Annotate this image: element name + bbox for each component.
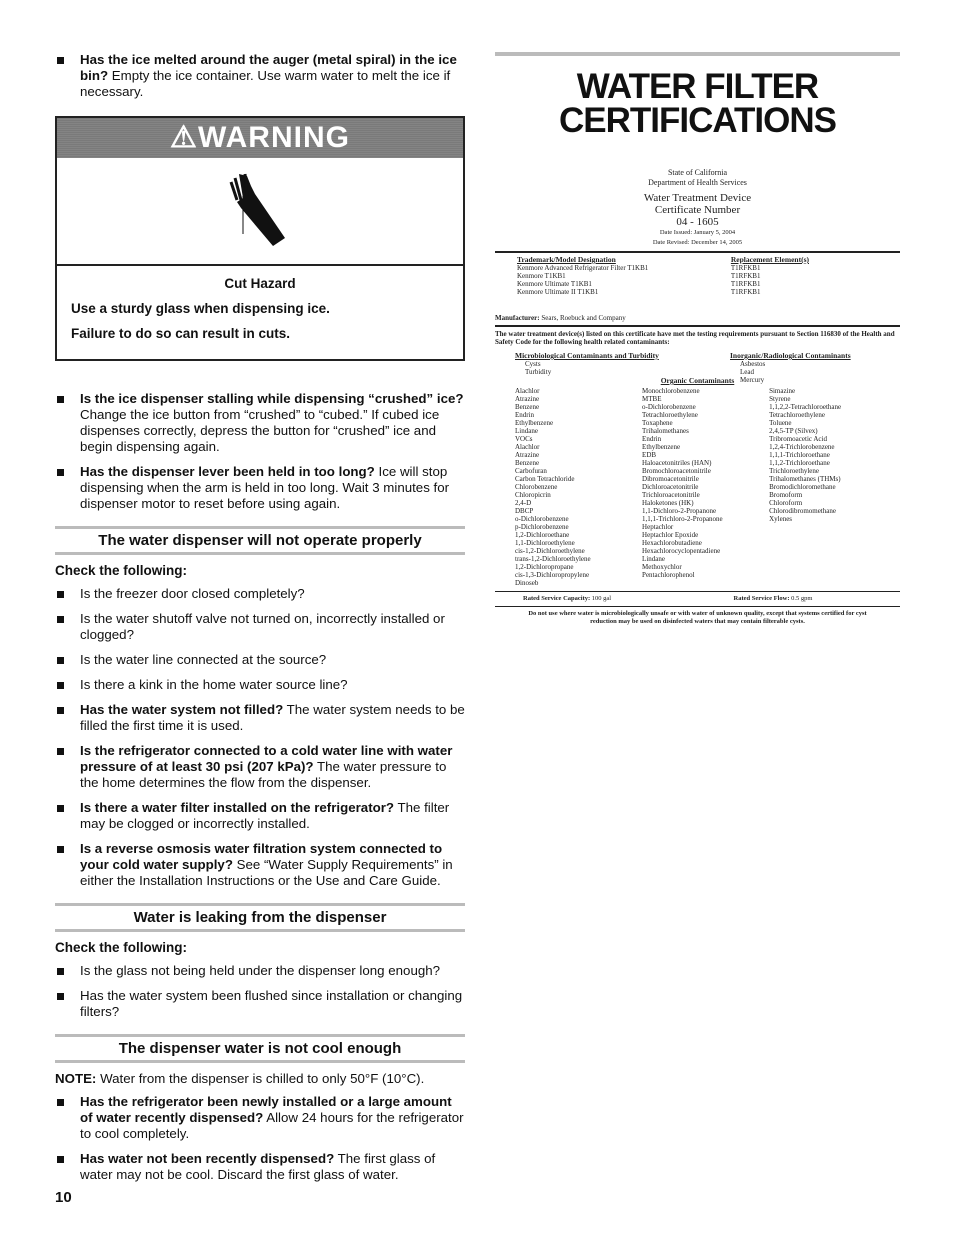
right-column (495, 52, 900, 626)
contaminant-item: Chlorodibromomethane (769, 507, 836, 515)
warning-triangle-icon: ⚠ (170, 121, 198, 154)
contaminant-item: DBCP (515, 507, 534, 515)
contaminant-item: Lindane (642, 555, 665, 563)
list-item: Is the freezer door closed completely? (55, 586, 465, 602)
list-item: Has the water system not filled? The water system needs to be filled the first time it is used. (55, 702, 465, 734)
contaminant-item: Xylenes (769, 515, 793, 523)
contaminant-item: Styrene (769, 395, 791, 403)
contaminant-item: cis-1,3-Dichloropropylene (515, 571, 590, 579)
list-item: Has the refrigerator been newly installed or a large amount of water recently dispensed? Allow 24 hours for the refrigerator to cool completely. (55, 1094, 465, 1142)
contaminant-item: 1,1,2,2-Tetrachloroethane (769, 403, 842, 411)
contaminant-item: Bromodichloromethane (769, 483, 836, 491)
list-item: Has water not been recently dispensed? The first glass of water may not be cool. Discard the first glass of water. (55, 1151, 465, 1183)
warning-header: ⚠WARNING (57, 118, 463, 158)
section-heading: The dispenser water is not cool enough (55, 1034, 465, 1063)
contaminant-item: Chloroform (769, 499, 803, 507)
contaminant-item: VOCs (515, 435, 533, 443)
contaminant-item: trans-1,2-Dichloroethylene (515, 555, 591, 563)
contaminant-item: 1,1,1-Trichloro-2-Propanone (642, 515, 723, 523)
list-item: Has the water system been flushed since installation or changing filters? (55, 988, 465, 1020)
contaminant-item: Trihalomethanes (THMs) (769, 475, 841, 483)
contaminant-item: Trichloroacetonitrile (642, 491, 700, 499)
list-item: Is the refrigerator connected to a cold water line with water pressure of at least 30 psi (207 kPa)? The water pressure to the home determines the flow from the dispenser. (55, 743, 465, 791)
contaminant-list (495, 387, 900, 587)
certificate: State of California Department of Health Services Water Treatment Device Certificate Number 04 - 1605 Date Issued: January 5, 2004 Date Revised: December 14, 2005 Trademark/Model Designation Kenmore Advanced Refrigerator Filter T1KB1 Kenmore T1KB1 Kenmore Ultimate T1KB1 Kenmore Ultimate II T1KB1 Replacement Element(s) T1RFKB1 T1RFKB1 T1RFKB1 T1RFKB1 Manufacturer: Sears, Roebuck and Company The water treatment device(s) listed on this certificate have met the testing requirements pursuant to Section 116830 of the Health and Safety Code for the following health related contaminants: Microbiological Contaminants and Turbidity Cysts Turbidity Inorganic/Radiological Contaminants Asbestos Lead Mercury Organic Contaminants Alachlor Atrazine Benzene Endrin Ethylbenzene Lindane VOCs Alachlor Atrazine Benzene Carbofuran Carbon Tetrachloride Chlorobenzene Chloropicrin 2,4-D DBCP o-Dichlorobenzene p-Dichlorobenzene 1,2-Dichloroethane 1,1-Dichloroethylene cis-1,2-Dichloroethylene trans-1,2-Dichloroethylene 1,2-Dichloropropane cis-1,3-Dichloropropylene Dinoseb Monochlorobenzene MTBE o-Dichlorobenzene Tetrachloroethylene Toxaphene Trihalomethanes Endrin Ethylbenzene EDB Haloacetonitriles (HAN) Bromochloroacetonitrile Dibromoacetonitrile Dichloroacetonitrile Trichloroacetonitrile Haloketones (HK) 1,1-Dichloro-2-Propanone 1,1,1-Trichloro-2-Propanone Heptachlor Heptachlor Epoxide Hexachlorobutadiene Hexachlorocyclopentadiene Lindane Methoxychlor Pentachlorophenol Simazine Styrene 1,1,2,2-Tetrachloroethane Tetrachloroethylene Toluene 2,4,5-TP (Silvex) Tribromoacetic Acid 1,2,4-Trichlorobenzene 1,1,1-Trichloroethane 1,1,2-Trichloroethane Trichloroethylene Trihalomethanes (THMs) Bromodichloromethane Bromoform Chloroform Chlorodibromomethane Xylenes Rated Service Capacity: 100 gal Rated Service Flow: 0.5 gpm Do not use where water is microbiologically unsafe or with water of unknown quality, except that systems certified for cyst reduction may be used on disinfected waters that may contain filterable cysts. (495, 168, 900, 626)
list-item: Is there a kink in the home water source line? (55, 677, 465, 693)
contaminant-item: Trihalomethanes (642, 427, 689, 435)
contaminant-item: 2,4-D (515, 499, 532, 507)
contaminant-item: Tetrachloroethylene (642, 411, 698, 419)
contaminant-item: 1,1-Dichloroethylene (515, 539, 575, 547)
contaminant-item: p-Dichlorobenzene (515, 523, 569, 531)
contaminant-item: Lindane (515, 427, 538, 435)
divider (495, 52, 900, 56)
contaminant-item: Chlorobenzene (515, 483, 558, 491)
contaminant-item: Monochlorobenzene (642, 387, 700, 395)
contaminant-item: Benzene (515, 403, 540, 411)
contaminant-item: 1,2-Dichloroethane (515, 531, 570, 539)
list-item: Is the glass not being held under the dispenser long enough? (55, 963, 465, 979)
contaminant-item: 1,2,4-Trichlorobenzene (769, 443, 835, 451)
contaminant-item: Carbofuran (515, 467, 547, 475)
contaminant-item: Trichloroethylene (769, 467, 819, 475)
warning-text: Cut Hazard Use a sturdy glass when dispensing ice. Failure to do so can result in cuts. (71, 276, 330, 341)
contaminant-item: cis-1,2-Dichloroethylene (515, 547, 585, 555)
contaminant-item: 2,4,5-TP (Silvex) (769, 427, 818, 435)
contaminant-item: Haloacetonitriles (HAN) (642, 459, 712, 467)
contaminant-item: o-Dichlorobenzene (515, 515, 569, 523)
contaminant-item: 1,1-Dichloro-2-Propanone (642, 507, 717, 515)
list-item: Is the ice dispenser stalling while dispensing “crushed” ice? Change the ice button from “crushed” to “cubed.” If cubed ice dispenses correctly, depress the button for “crushed” ice and begin dispensing again. (55, 391, 465, 455)
list-item: Has the ice melted around the auger (metal spiral) in the ice bin? Empty the ice container. Use warm water to melt the ice if necessary. (55, 52, 465, 100)
contaminant-item: Haloketones (HK) (642, 499, 694, 507)
contaminant-item: Bromochloroacetonitrile (642, 467, 711, 475)
list-item: Is a reverse osmosis water filtration system connected to your cold water supply? See “Water Supply Requirements” in either the Installation Instructions or the Use and Care Guide. (55, 841, 465, 889)
contaminant-item: Alachlor (515, 443, 540, 451)
contaminant-item: Endrin (642, 435, 662, 443)
contaminant-item: Benzene (515, 459, 540, 467)
contaminant-item: Tribromoacetic Acid (769, 435, 827, 443)
contaminant-item: Toluene (769, 419, 792, 427)
contaminant-item: Ethylbenzene (642, 443, 681, 451)
bullet-list (55, 391, 465, 512)
contaminant-item: MTBE (642, 395, 662, 403)
contaminant-item: Hexachlorobutadiene (642, 539, 702, 547)
contaminant-item: 1,1,1-Trichloroethane (769, 451, 830, 459)
left-column: Has the ice melted around the auger (metal spiral) in the ice bin? Empty the ice container. Use warm water to melt the ice if necessary. ⚠WARNING Cut Hazard Use a sturdy glass when dispensing ice. Failure to do so can result in cuts. Is the ice dispenser stalling while dispensing “crushed” ice? Change the ice button from “crushed” to “cubed.” If cubed ice dispenses correctly, depress the button for “crushed” ice and begin dispensing again. Has the dispenser lever been held in too long? Ice will stop dispensing when the arm is held in too long. Wait 3 minutes for dispenser motor to reset before using again. The water dispenser will not operate properly Check the following: Is the freezer door closed completely? Is the water shutoff valve not turned on, incorrectly installed or clogged? Is the water line connected at the source? Is there a kink in the home water source line? Has the water system not filled? The water system needs to be filled the first time it is used. Is the refrigerator connected to a cold water line with water pressure of at least 30 psi (207 kPa)? The water pressure to the home determines the flow from the dispenser. Is there a water filter installed on the refrigerator? The filter may be clogged or incorrectly installed. Is a reverse osmosis water filtration system connected to your cold water supply? See “Water Supply Requirements” in either the Installation Instructions or the Use and Care Guide. Water is leaking from the dispenser Check the following: Is the glass not being held under the dispenser long enough? Has the water system been flushed since installation or changing filters? The dispenser water is not cool enough NOTE: Water from the dispenser is chilled to only 50°F (10°C). Has the refrigerator been newly installed or a large amount of water recently dispensed? Allow 24 hours for the refrigerator to cool completely. Has water not been recently dispensed? The first glass of water may not be cool. Discard the first glass of water. (55, 52, 465, 1182)
contaminant-item: 1,2-Dichloropropane (515, 563, 574, 571)
contaminant-item: Alachlor (515, 387, 540, 395)
contaminant-item: Heptachlor (642, 523, 674, 531)
list-item: Is there a water filter installed on the refrigerator? The filter may be clogged or incorrectly installed. (55, 800, 465, 832)
list-item: Has the dispenser lever been held in too long? Ice will stop dispensing when the arm is held in too long. Wait 3 minutes for dispenser motor to reset before using again. (55, 464, 465, 512)
contaminant-item: Methoxychlor (642, 563, 682, 571)
cut-hand-icon (57, 158, 463, 266)
warning-box (55, 116, 465, 361)
contaminant-item: Heptachlor Epoxide (642, 531, 699, 539)
contaminant-item: Hexachlorocyclopentadiene (642, 547, 721, 555)
contaminant-item: Atrazine (515, 451, 540, 459)
contaminant-item: Dibromoacetonitrile (642, 475, 699, 483)
contaminant-item: o-Dichlorobenzene (642, 403, 696, 411)
note: NOTE: Water from the dispenser is chilled to only 50°F (10°C). (55, 1071, 425, 1086)
contaminant-item: Dinoseb (515, 579, 539, 587)
contaminant-item: Simazine (769, 387, 796, 395)
section-heading: Water is leaking from the dispenser (55, 903, 465, 932)
list-item: Is the water line connected at the source? (55, 652, 465, 668)
contaminant-item: Ethylbenzene (515, 419, 554, 427)
contaminant-item: Tetrachloroethylene (769, 411, 825, 419)
section-heading: The water dispenser will not operate properly (55, 526, 465, 555)
contaminant-item: Atrazine (515, 395, 540, 403)
contaminant-item: EDB (642, 451, 657, 459)
model-table: Trademark/Model Designation Kenmore Advanced Refrigerator Filter T1KB1 Kenmore T1KB1 Kenmore Ultimate T1KB1 Kenmore Ultimate II T1KB1 Replacement Element(s) T1RFKB1 T1RFKB1 T1RFKB1 T1RFKB1 (517, 255, 809, 296)
contaminant-item: Chloropicrin (515, 491, 551, 499)
contaminant-item: Endrin (515, 411, 535, 419)
contaminant-item: Pentachlorophenol (642, 571, 695, 579)
page-number: 10 (55, 1189, 72, 1206)
contaminant-item: Dichloroacetonitrile (642, 483, 699, 491)
contaminant-item: Carbon Tetrachloride (515, 475, 575, 483)
page-title: WATER FILTER CERTIFICATIONS (558, 67, 836, 140)
contaminant-item: 1,1,2-Trichloroethane (769, 459, 830, 467)
contaminant-item: Bromoform (769, 491, 803, 499)
contaminant-item: Toxaphene (642, 419, 673, 427)
list-item: Is the water shutoff valve not turned on, incorrectly installed or clogged? (55, 611, 465, 643)
